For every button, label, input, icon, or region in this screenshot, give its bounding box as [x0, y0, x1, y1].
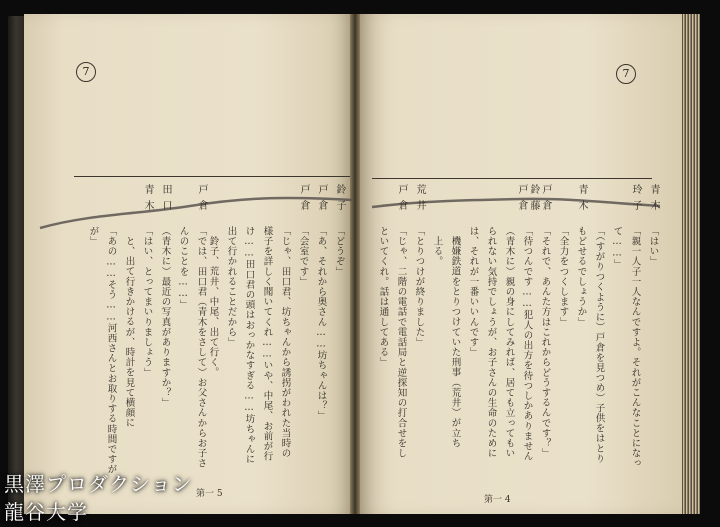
stage-direction: 機嫌鉄道をとりつけていた刑事（荒井）が立ち	[449, 236, 461, 449]
speaker-name: 戸倉	[196, 184, 207, 216]
watermark-credit-1: 黒澤プロダクション	[4, 472, 193, 496]
speaker-name: 田口	[160, 184, 171, 216]
speaker-name: 鈴子	[334, 184, 345, 216]
speaker-name: 戸倉	[396, 184, 407, 216]
dialogue-line: （青木に）最近の写真がありますか？」	[159, 226, 171, 408]
dialogue-line: られない気持でしょうが、お子さんの生命のために	[485, 226, 497, 459]
dialogue-line: 「会室です」	[297, 226, 309, 287]
speaker-name: 青木	[648, 184, 659, 216]
dialogue-line: け……田口君の頭はおっかなすぎる……坊ちゃんに	[243, 226, 255, 465]
dialogue-line: 出て行かれることだから」	[225, 226, 237, 348]
dialogue-line: が」	[87, 226, 99, 247]
dialogue-line: （青木に）親の身にしてみれば、居ても立ってもい	[503, 226, 515, 459]
speaker-name: 青木	[142, 184, 153, 216]
dialogue-line: 様子を詳しく聞いてくれ……いや、中尾、お前が行	[261, 226, 273, 462]
speaker-name: 荒井	[414, 184, 425, 216]
speaker-name: 戸倉	[298, 184, 309, 216]
speaker-name: 戸倉	[540, 184, 551, 216]
dialogue-line: 「はい、とってまいりましょう」	[141, 226, 153, 378]
dialogue-line: 「はい」	[647, 226, 659, 267]
dialogue-line: 「それで、あんた方はこれからどうするんです？」	[539, 226, 551, 459]
dialogue-line: 「待つんです……犯人の出方を待つしかありません	[521, 226, 533, 462]
stage-direction: 上る。	[431, 236, 443, 267]
speaker-name: 玲子	[630, 184, 641, 216]
dialogue-line: 「（すがりつくように）戸倉を見つめ）子供をはとり	[593, 226, 605, 464]
speaker-name: 青木	[576, 184, 587, 216]
dialogue-line: 「じゃ、田口君、坊ちゃんから誘拐がわれた当時の	[279, 226, 291, 459]
dialogue-line: といてくれ。話は通してある」	[377, 226, 389, 368]
stage-direction: 鈴子、荒井、中尾、出て行く。	[207, 236, 219, 378]
dialogue-line: 「あの……そう……河西さんとお取りする時間ですが	[105, 226, 117, 475]
dialogue-line: もどせるでしょうか」	[575, 226, 587, 327]
right-folio: 第一 4	[484, 495, 511, 505]
speaker-name: 戸倉	[516, 184, 527, 216]
left-folio: 第一 5	[196, 489, 223, 499]
dialogue-line: んのことを……」	[177, 226, 189, 310]
stage-direction: と、出て行きかけるが、時計を見て横顔に	[123, 236, 135, 428]
dialogue-line: 「じゃ、二階の電話で電話局と逆探知の打合せをし	[395, 226, 407, 459]
dialogue-line: 「全力をつくします」	[557, 226, 569, 327]
dialogue-line: は、それが一番いいんです」	[467, 226, 479, 358]
dialogue-line: 「とりつけが終りました」	[413, 226, 425, 348]
dialogue-line: 「親一人子一人なんですよ。それがこんなことになっ	[629, 226, 641, 469]
left-page-marker: 7	[76, 62, 96, 82]
dialogue-line: 「では、田口君（青木をさして）お父さんからお子さ	[195, 226, 207, 469]
dialogue-line: 「あ、それから奥さん……坊ちゃんは？」	[315, 226, 327, 421]
watermark-credit-2: 龍谷大学	[4, 500, 88, 524]
speaker-name: 戸倉	[316, 184, 327, 216]
dialogue-line: て……」	[611, 226, 623, 270]
speaker-name: 鈴藤	[528, 184, 539, 216]
dialogue-line: 「どうぞ」	[333, 226, 345, 277]
right-page-marker: 7	[616, 64, 636, 84]
